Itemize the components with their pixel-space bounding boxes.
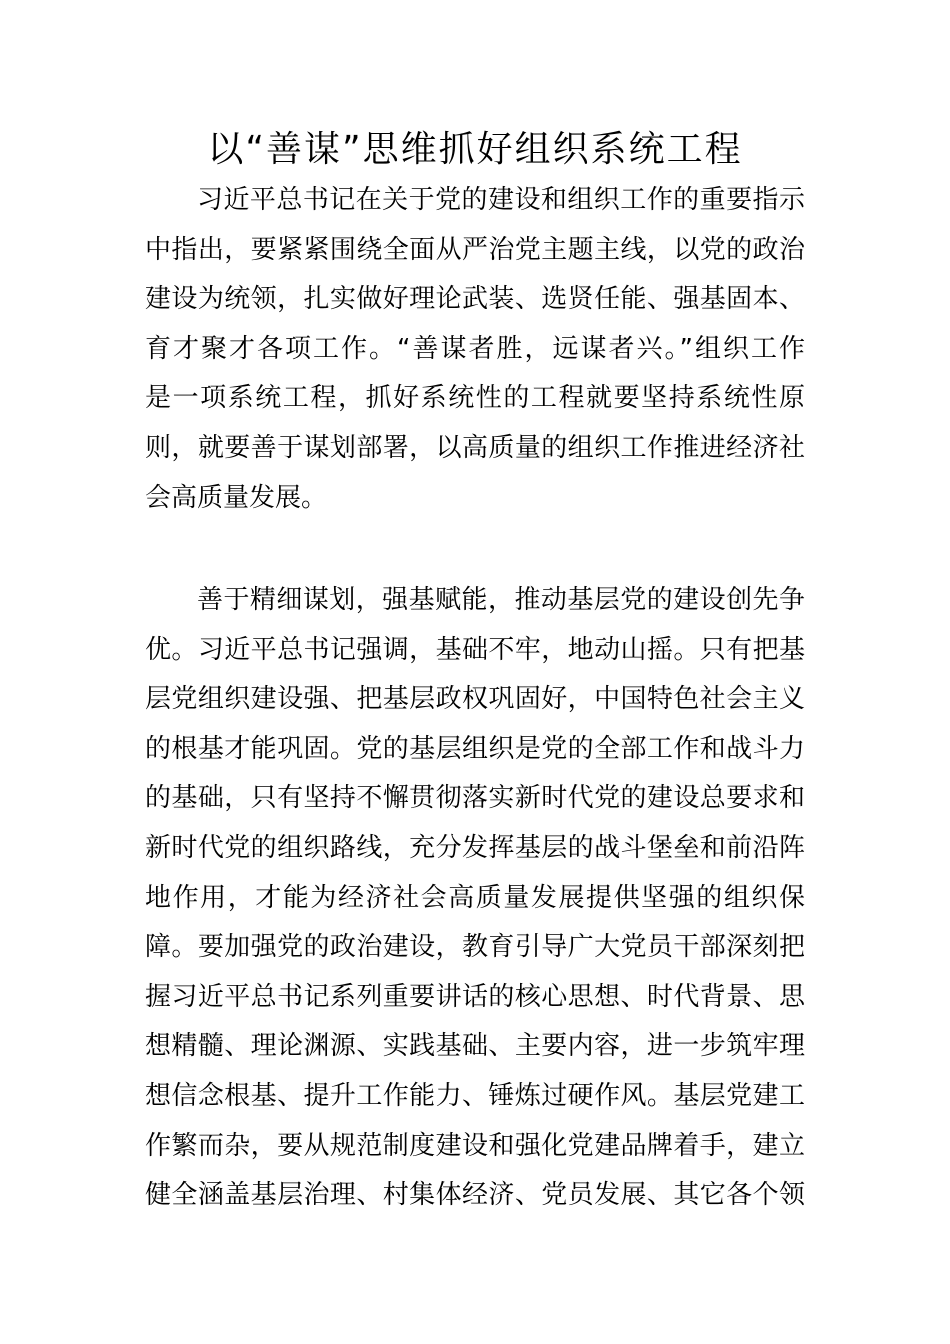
text-line: 地作用，才能为经济社会高质量发展提供坚强的组织保: [145, 882, 805, 913]
text-line: 则，就要善于谋划部署，以高质量的组织工作推进经济社: [145, 432, 805, 463]
text-line: 优。习近平总书记强调，基础不牢，地动山摇。只有把基: [145, 634, 805, 665]
text-line: 建设为统领，扎实做好理论武装、选贤任能、强基固本、: [145, 284, 805, 315]
paragraph-grassroots: [145, 576, 805, 1221]
text-line: 障。要加强党的政治建设，教育引导广大党员干部深刻把: [145, 932, 805, 963]
text-line: 是一项系统工程，抓好系统性的工程就要坚持系统性原: [145, 383, 805, 414]
text-line: 想信念根基、提升工作能力、锤炼过硬作风。基层党建工: [145, 1080, 805, 1111]
text-line: 握习近平总书记系列重要讲话的核心思想、时代背景、思: [145, 981, 805, 1012]
paragraph-intro: [145, 176, 805, 523]
text-line: 新时代党的组织路线，充分发挥基层的战斗堡垒和前沿阵: [145, 832, 805, 863]
text-line: 健全涵盖基层治理、村集体经济、党员发展、其它各个领: [145, 1180, 805, 1211]
text-line: 会高质量发展。: [145, 482, 328, 513]
text-line: 育才聚才各项工作。“善谋者胜，远谋者兴。”组织工作: [145, 333, 805, 364]
text-line: 想精髓、理论渊源、实践基础、主要内容，进一步筑牢理: [145, 1031, 805, 1062]
text-line: 善于精细谋划，强基赋能，推动基层党的建设创先争: [197, 585, 805, 615]
text-line: 作繁而杂，要从规范制度建设和强化党建品牌着手，建立: [145, 1130, 805, 1161]
text-line: 层党组织建设强、把基层政权巩固好，中国特色社会主义: [145, 684, 805, 715]
text-line: 习近平总书记在关于党的建设和组织工作的重要指示: [197, 185, 805, 215]
document-title: 以“善谋”思维抓好组织系统工程: [207, 129, 743, 170]
text-line: 的根基才能巩固。党的基层组织是党的全部工作和战斗力: [145, 733, 805, 764]
text-line: 的基础，只有坚持不懈贯彻落实新时代党的建设总要求和: [145, 783, 805, 814]
text-line: 中指出，要紧紧围绕全面从严治党主题主线，以党的政治: [145, 234, 805, 265]
